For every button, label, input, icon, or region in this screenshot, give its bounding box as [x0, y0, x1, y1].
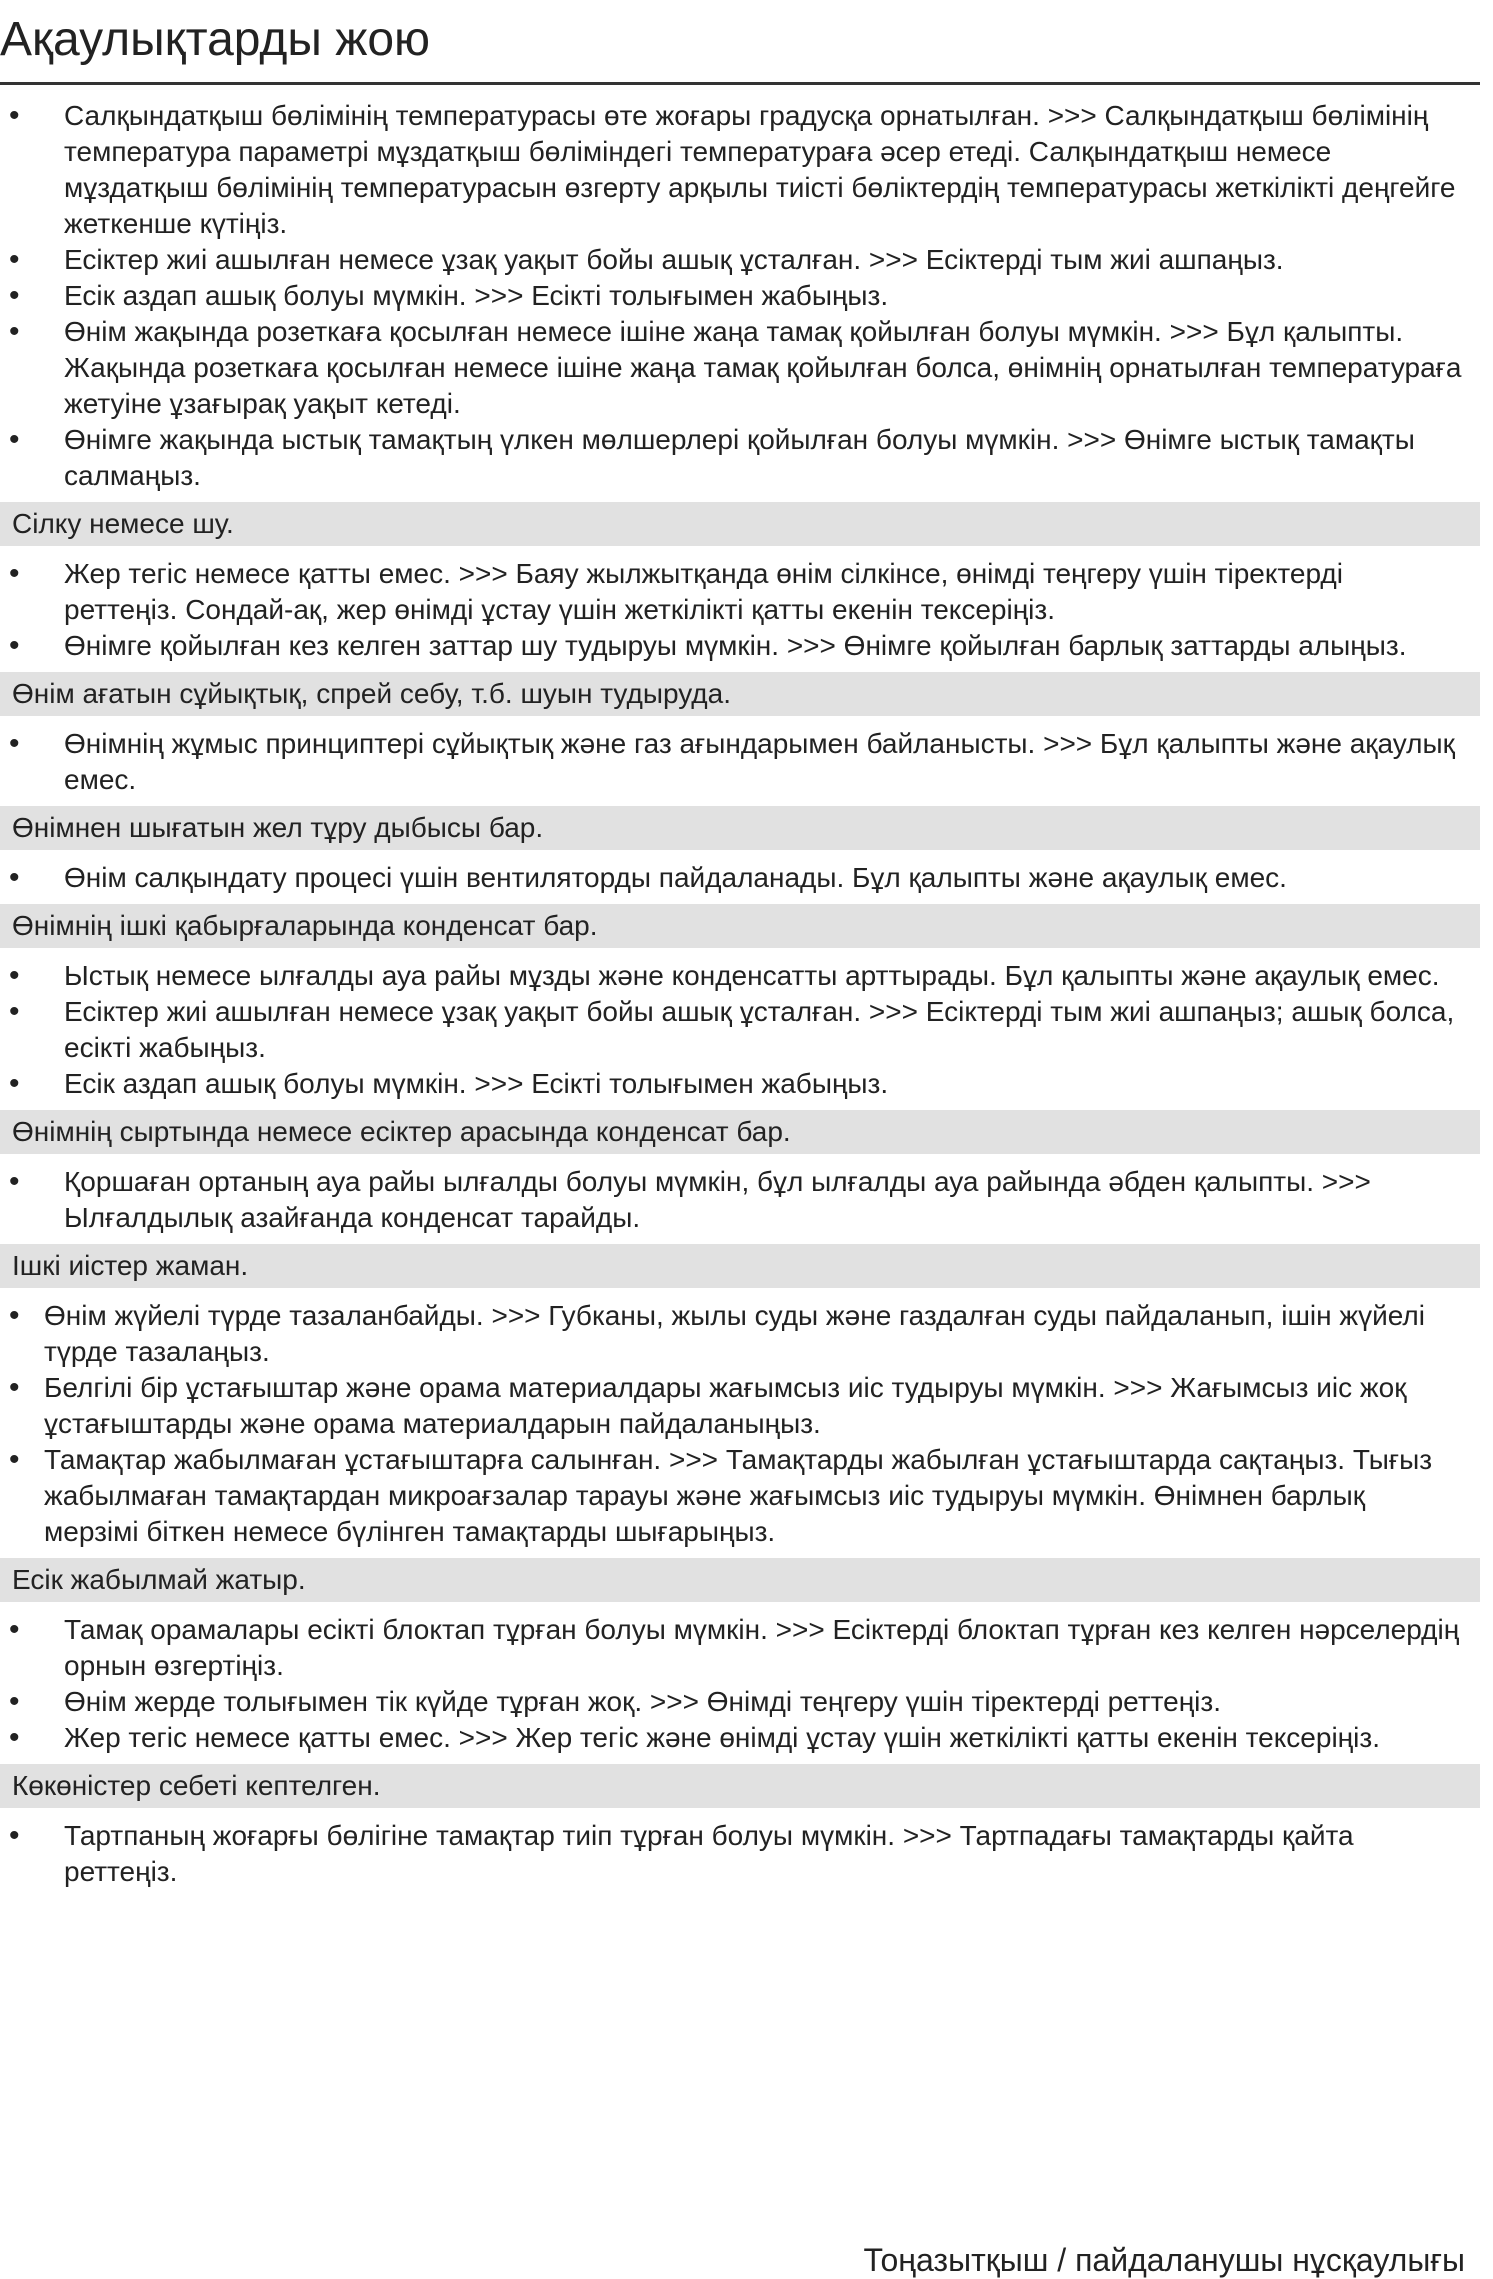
bullet-icon: • — [9, 279, 20, 312]
page-title: Ақаулықтарды жою — [0, 8, 1480, 85]
bullet-icon: • — [9, 1299, 20, 1332]
section-header: Өнімнің ішкі қабырғаларында конденсат бар. — [0, 904, 1480, 948]
intro-list — [0, 92, 1480, 494]
bullet-icon: • — [9, 1443, 20, 1476]
section-header: Ішкі иістер жаман. — [0, 1244, 1480, 1288]
bullet-icon: • — [9, 1067, 20, 1100]
list-item — [0, 98, 1480, 242]
list-item-text: Өнім жақында розеткаға қосылған немесе ішіне жаңа тамақ қойылған болуы мүмкін. >>> Бұл қалыпты. Жақында розеткаға қосылған немесе ішіне жаңа тамақ қойылған болса, өнімнің орнатылған температураға жетуіне ұзағырақ уақыт кетеді. — [64, 316, 1462, 419]
section-list — [0, 958, 1480, 1102]
list-item-text: Тамақтар жабылмаған ұстағыштарға салынған. >>> Тамақтарды жабылған ұстағыштарда сақтаңыз. Тығыз жабылмаған тамақтардан микроағзалар тарауы және жағымсыз иіс тудыруы мүмкін. Өнімнен барлық мерзімі біткен немесе бүлінген тамақтарды шығарыңыз. — [44, 1444, 1433, 1547]
list-item-text: Өнім жүйелі түрде тазаланбайды. >>> Губканы, жылы суды және газдалған суды пайдаланып, ішін жүйелі түрде тазалаңыз. — [44, 1300, 1425, 1367]
list-item — [0, 628, 1480, 664]
bullet-icon: • — [9, 1613, 20, 1646]
list-item-text: Тартпаның жоғарғы бөлігіне тамақтар тиіп тұрған болуы мүмкін. >>> Тартпадағы тамақтарды қайта реттеңіз. — [64, 1820, 1354, 1887]
bullet-icon: • — [9, 1819, 20, 1852]
section-header: Көкөністер себеті кептелген. — [0, 1764, 1480, 1808]
bullet-icon: • — [9, 315, 20, 348]
section-list — [0, 1818, 1480, 1890]
list-item-text: Есік аздап ашық болуы мүмкін. >>> Есікті толығымен жабыңыз. — [64, 1068, 889, 1099]
section-list — [0, 1164, 1480, 1236]
list-item — [0, 556, 1480, 628]
section-header: Сілку немесе шу. — [0, 502, 1480, 546]
list-item-text: Белгілі бір ұстағыштар және орама материалдары жағымсыз иіс тудыруы мүмкін. >>> Жағымсыз иіс жоқ ұстағыштарды және орама материалдарын пайдаланыңыз. — [44, 1372, 1407, 1439]
section-list — [0, 726, 1480, 798]
list-item — [0, 1298, 1480, 1370]
list-item — [0, 1370, 1480, 1442]
footer-caption: Тоңазытқыш / пайдаланушы нұсқаулығы — [863, 2242, 1465, 2278]
list-item-text: Салқындатқыш бөлімінің температурасы өте жоғары градусқа орнатылған. >>> Салқындатқыш бөлімінің температура параметрі мұздатқыш бөліміндегі температураға әсер етеді. Салқындатқыш немесе мұздатқыш бөлімінің температурасын өзгерту арқылы тиісті бөліктердің температурасы жеткілікті деңгейге жеткенше күтіңіз. — [64, 100, 1456, 239]
list-item-text: Өнім салқындату процесі үшін вентиляторды пайдаланады. Бұл қалыпты және ақаулық емес. — [64, 862, 1287, 893]
list-item-text: Ыстық немесе ылғалды ауа райы мұзды және конденсатты арттырады. Бұл қалыпты және ақаулық емес. — [64, 960, 1440, 991]
list-item — [0, 422, 1480, 494]
section-list — [0, 1298, 1480, 1550]
list-item-text: Есіктер жиі ашылған немесе ұзақ уақыт бойы ашық ұсталған. >>> Есіктерді тым жиі ашпаңыз. — [64, 244, 1284, 275]
list-item — [0, 958, 1480, 994]
list-item-text: Жер тегіс немесе қатты емес. >>> Жер тегіс және өнімді ұстау үшін жеткілікті қатты екенін тексеріңіз. — [64, 1722, 1380, 1753]
list-item-text: Өнімнің жұмыс принциптері сұйықтық және газ ағындарымен байланысты. >>> Бұл қалыпты және ақаулық емес. — [64, 728, 1455, 795]
list-item — [0, 1612, 1480, 1684]
bullet-icon: • — [9, 727, 20, 760]
section-header: Өнімнің сыртында немесе есіктер арасында конденсат бар. — [0, 1110, 1480, 1154]
section-header: Есік жабылмай жатыр. — [0, 1558, 1480, 1602]
list-item-text: Өнім жерде толығымен тік күйде тұрған жоқ. >>> Өнімді теңгеру үшін тіректерді реттеңіз. — [64, 1686, 1222, 1717]
bullet-icon: • — [9, 1165, 20, 1198]
section-list — [0, 1612, 1480, 1756]
bullet-icon: • — [9, 861, 20, 894]
list-item — [0, 1164, 1480, 1236]
bullet-icon: • — [9, 1371, 20, 1404]
list-item — [0, 1442, 1480, 1550]
list-item — [0, 1684, 1480, 1720]
list-item — [0, 860, 1480, 896]
list-item — [0, 1720, 1480, 1756]
list-item — [0, 278, 1480, 314]
list-item — [0, 242, 1480, 278]
bullet-icon: • — [9, 557, 20, 590]
list-item-text: Өнімге қойылған кез келген заттар шу тудыруы мүмкін. >>> Өнімге қойылған барлық заттарды алыңыз. — [64, 630, 1407, 661]
list-item-text: Есіктер жиі ашылған немесе ұзақ уақыт бойы ашық ұсталған. >>> Есіктерді тым жиі ашпаңыз; ашық болса, есікті жабыңыз. — [64, 996, 1455, 1063]
bullet-icon: • — [9, 1685, 20, 1718]
list-item — [0, 1818, 1480, 1890]
bullet-icon: • — [9, 99, 20, 132]
bullet-icon: • — [9, 243, 20, 276]
list-item — [0, 994, 1480, 1066]
section-list — [0, 860, 1480, 896]
list-item-text: Қоршаған ортаның ауа райы ылғалды болуы мүмкін, бұл ылғалды ауа райында әбден қалыпты. >>> Ылғалдылық азайғанда конденсат тарайды. — [64, 1166, 1371, 1233]
list-item — [0, 726, 1480, 798]
list-item-text: Тамақ орамалары есікті блоктап тұрған болуы мүмкін. >>> Есіктерді блоктап тұрған кез келген нәрселердің орнын өзгертіңіз. — [64, 1614, 1460, 1681]
bullet-icon: • — [9, 1721, 20, 1754]
list-item — [0, 1066, 1480, 1102]
bullet-icon: • — [9, 959, 20, 992]
section-header: Өнімнен шығатын жел тұру дыбысы бар. — [0, 806, 1480, 850]
bullet-icon: • — [9, 423, 20, 456]
section-list — [0, 556, 1480, 664]
list-item-text: Жер тегіс немесе қатты емес. >>> Баяу жылжытқанда өнім сілкінсе, өнімді теңгеру үшін тіректерді реттеңіз. Сондай-ақ, жер өнімді ұстау үшін жеткілікті қатты екенін тексеріңіз. — [64, 558, 1343, 625]
list-item-text: Өнімге жақында ыстық тамақтың үлкен мөлшерлері қойылған болуы мүмкін. >>> Өнімге ыстық тамақты салмаңыз. — [64, 424, 1415, 491]
bullet-icon: • — [9, 995, 20, 1028]
section-header: Өнім ағатын сұйықтық, спрей себу, т.б. шуын тудыруда. — [0, 672, 1480, 716]
bullet-icon: • — [9, 629, 20, 662]
troubleshooting-content — [0, 92, 1480, 1890]
list-item-text: Есік аздап ашық болуы мүмкін. >>> Есікті толығымен жабыңыз. — [64, 280, 889, 311]
list-item — [0, 314, 1480, 422]
